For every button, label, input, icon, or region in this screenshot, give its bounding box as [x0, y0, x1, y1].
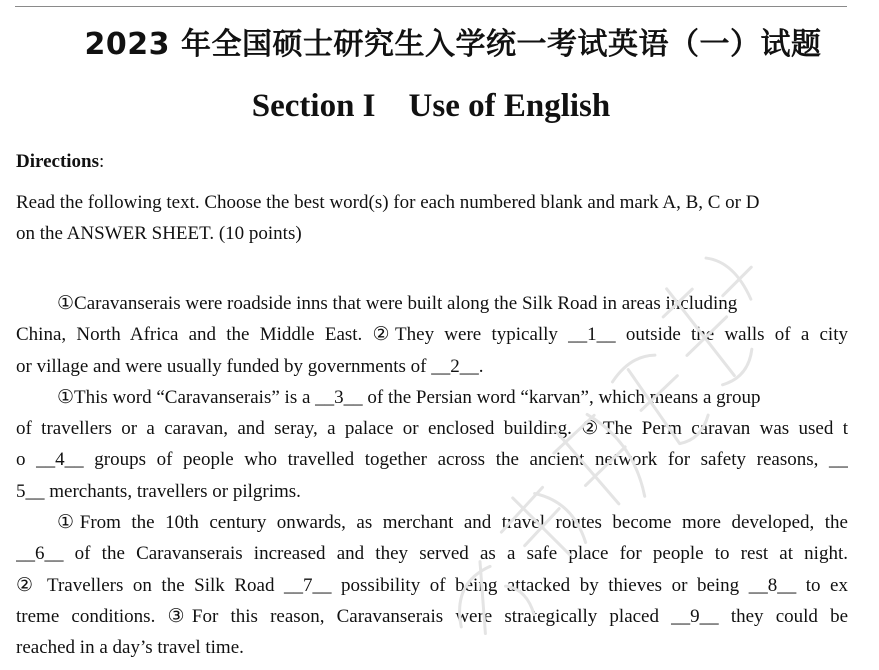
directions-label: Directions	[16, 151, 100, 172]
passage-line: reached in a day’s travel time.	[16, 637, 244, 659]
passage-line: or village and were usually funded by governments of __2__.	[16, 355, 484, 377]
passage-line: China, North Africa and the Middle East. ②They were typically __1__ outside the walls of a city	[16, 324, 848, 346]
passage-line: ①From the 10th century onwards, as merchant and travel routes become more developed, the	[57, 512, 848, 534]
passage-line: o __4__ groups of people who travelled together across the ancient network for safety reasons, __	[16, 449, 848, 471]
passage-line: of travellers or a caravan, and seray, a palace or enclosed building. ②The Perm caravan was used t	[16, 418, 848, 440]
passage-line: treme conditions. ③For this reason, Caravanserais were strategically placed __9__ they could be	[16, 605, 848, 627]
directions-colon: :	[99, 151, 105, 172]
passage-line: ①Caravanserais were roadside inns that were built along the Silk Road in areas including	[57, 293, 738, 314]
passage-line: __6__ of the Caravanserais increased and they served as a safe place for people to rest at night.	[16, 543, 848, 565]
instructions-text	[16, 187, 856, 249]
passage-line: 5__ merchants, travellers or pilgrims.	[16, 480, 301, 502]
exam-title: 2023 年全国硕士研究生入学统一考试英语（一）试题	[84, 27, 822, 62]
passage-line: ①This word “Caravanserais” is a __3__ of the Persian word “karvan”, which means a group	[57, 386, 761, 408]
passage-line: ② Travellers on the Silk Road __7__ possibility of being attacked by thieves or being __8__ to ex	[16, 574, 848, 596]
section-title: Section I Use of English	[251, 88, 611, 124]
instructions-line: on the ANSWER SHEET. (10 points)	[16, 223, 302, 244]
instructions-line: Read the following text. Choose the best word(s) for each numbered blank and mark A, B, C or D	[16, 192, 760, 213]
reading-passage	[16, 288, 848, 664]
header-rule	[15, 6, 847, 7]
directions-heading	[16, 150, 104, 174]
